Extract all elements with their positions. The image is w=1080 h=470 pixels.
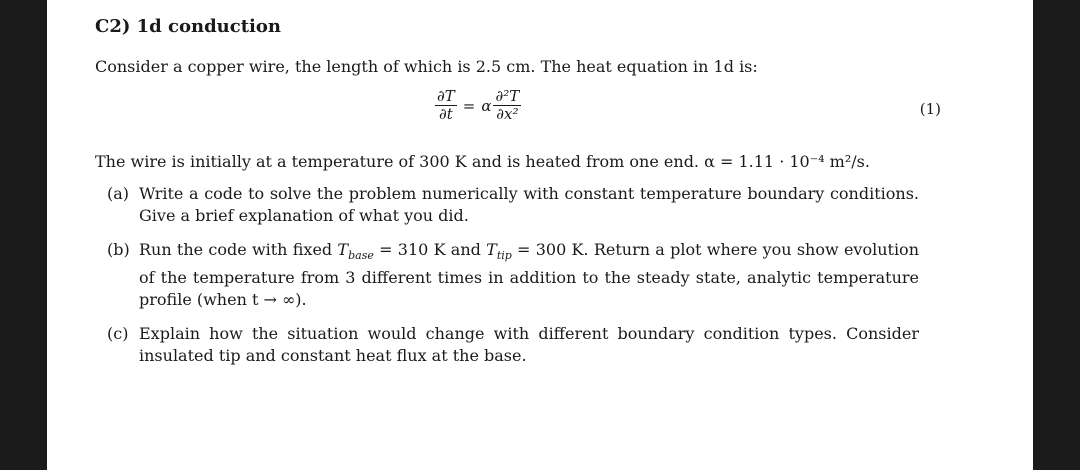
subquestion-text: Write a code to solve the problem numerically with constant temperature boundary conditions. Give a brief explanation of what you did. — [139, 184, 919, 225]
subquestion-c — [95, 323, 945, 367]
t-base-symbol — [337, 240, 374, 263]
problem-content — [95, 12, 945, 379]
text-segment: = 300 K. Return a plot where you show evolution of the temperature from 3 different times in addition to the steady state, analytic temperature profile (when t → ∞). — [139, 240, 919, 310]
alpha-symbol: α — [481, 96, 492, 115]
lhs-denominator: ∂t — [438, 105, 453, 124]
heat-equation — [435, 88, 521, 124]
subquestion-text — [139, 239, 919, 311]
subquestion-label: (a) — [107, 184, 130, 203]
rhs-denominator: ∂x² — [496, 105, 519, 124]
problem-intro: Consider a copper wire, the length of which is 2.5 cm. The heat equation in 1d is: — [95, 57, 758, 76]
subquestion-list — [95, 183, 945, 367]
subquestion-text: Explain how the situation would change with different boundary condition types. Consider insulated tip and constant heat flux at the base. — [139, 324, 919, 366]
equation-number: (1) — [919, 100, 941, 118]
right-dark-margin — [1033, 0, 1080, 470]
symbol: T — [486, 240, 497, 259]
space-derivative-fraction — [493, 88, 521, 124]
equals-sign: = — [462, 96, 476, 115]
left-dark-margin — [0, 0, 47, 470]
lhs-numerator: ∂T — [437, 87, 455, 105]
subscript: base — [348, 249, 374, 263]
heat-equation-row — [95, 86, 945, 146]
rhs-numerator: ∂²T — [495, 87, 520, 105]
t-tip-symbol — [486, 240, 512, 263]
subquestion-b — [95, 239, 945, 311]
subquestion-label: (c) — [107, 324, 129, 344]
problem-statement: The wire is initially at a temperature of 300 K and is heated from one end. α = 1.11 · 10⁻⁴ m²/s. — [95, 152, 870, 171]
subquestion-label: (b) — [107, 240, 130, 259]
problem-heading: C2) 1d conduction — [95, 16, 281, 37]
text-segment: Run the code with fixed — [139, 240, 338, 259]
subscript: tip — [496, 249, 512, 263]
subquestion-a — [95, 183, 945, 227]
text-segment: = 310 K and — [373, 240, 487, 259]
time-derivative-fraction — [435, 88, 457, 124]
symbol: T — [337, 240, 349, 259]
